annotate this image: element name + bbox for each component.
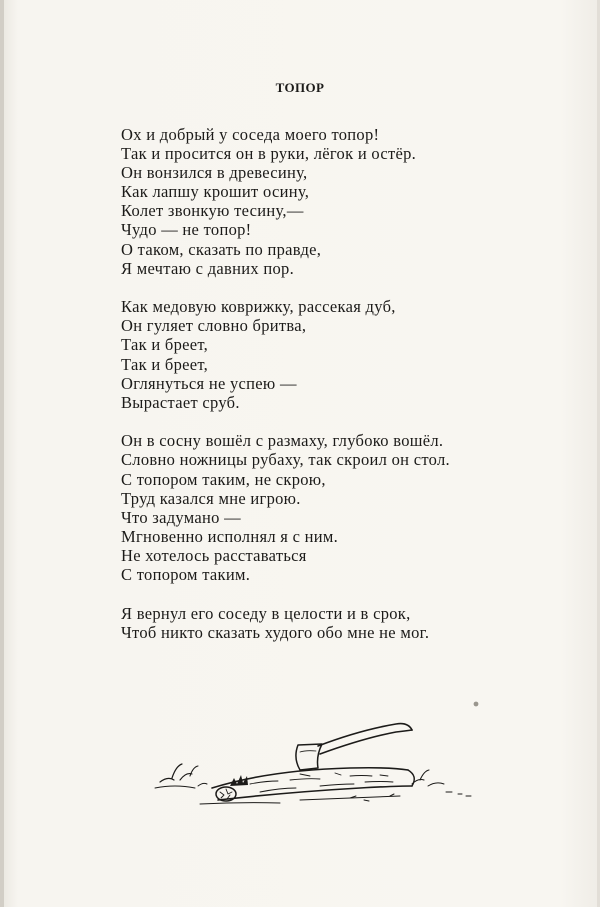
poem-line: Словно ножницы рубаху, так скроил он стол. [121,450,450,470]
poem-line: Чудо — не топор! [121,220,252,240]
poem-line: Не хотелось расставаться [121,545,307,565]
poem-line: Оглянуться не успею — [121,373,297,393]
stanza [121,431,581,584]
stanza [121,125,581,278]
poem-line: Ох и добрый у соседа моего топор! [121,125,380,144]
poem-body [121,125,581,642]
poem-line: Труд казался мне игрою. [121,488,301,508]
poem-line: Так и бреет, [121,335,209,355]
poem-line: Что задумано — [121,507,241,527]
poem-line: Так и бреет, [121,354,209,374]
poem-line: Так и просится он в руки, лёгок и остёр. [121,144,417,164]
poem-line: Колет звонкую тесину,— [121,201,304,221]
poem-line: Я мечтаю с давних пор. [121,258,295,278]
poem-line: Я вернул его соседу в целости и в срок, [121,603,411,623]
poem-line: Он в сосну вошёл с размаху, глубоко вошёл. [121,431,444,451]
poem-title: ТОПОР [275,80,325,95]
poem-line: Чтоб никто сказать худого обо мне не мог. [121,622,430,642]
stanza [121,297,581,412]
poem-line: О таком, сказать по правде, [121,239,322,259]
poem-line: Он вонзился в древесину, [121,163,308,183]
poem-line: С топором таким. [121,564,251,584]
page-binding-edge [0,0,4,907]
poem-line: Мгновенно исполнял я с ним. [121,526,339,546]
stanza [121,604,581,642]
poem-line: Он гуляет словно бритва, [121,316,307,336]
poem-line: Вырастает сруб. [121,392,240,412]
stanza-gap [121,412,581,432]
poem-line: Как лапшу крошит осину, [121,182,310,202]
poem-line: С топором таким, не скрою, [121,469,326,489]
stanza-gap [121,278,581,298]
axe-in-log-icon [150,700,480,810]
stanza-gap [121,584,581,604]
poem-line: Как медовую коврижку, рассекая дуб, [121,297,396,317]
